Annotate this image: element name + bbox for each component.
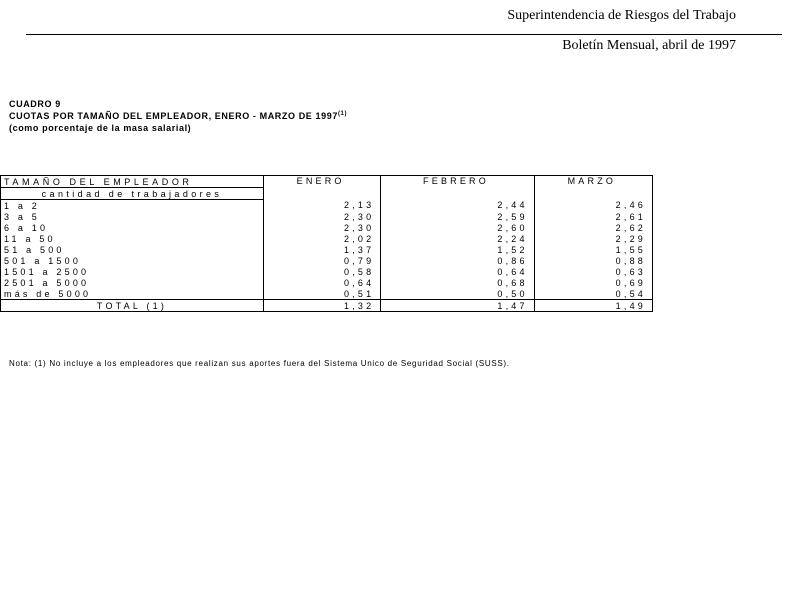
row-january: 1,32 (264, 300, 381, 312)
footnote: Nota: (1) No incluye a los empleadores que realizan sus aportes fuera del Sistema Unico de Seguridad Social (SUSS). (9, 359, 510, 368)
row-march: 2,61 (534, 211, 652, 222)
row-size: 1 a 2 (1, 200, 264, 212)
row-size: 1501 a 2500 (1, 266, 264, 277)
table-row (1, 222, 653, 233)
row-size: 11 a 50 (1, 233, 264, 244)
caption-number: CUADRO 9 (9, 99, 61, 109)
row-january: 1,37 (264, 244, 381, 255)
row-march: 0,69 (534, 277, 652, 288)
row-february: 2,59 (381, 211, 534, 222)
caption-title-footnote-mark: (1) (337, 111, 348, 117)
row-size: más de 5000 (1, 288, 264, 300)
row-size: 6 a 10 (1, 222, 264, 233)
caption-title (9, 110, 347, 122)
row-january: 2,30 (264, 222, 381, 233)
table-row (1, 244, 653, 255)
caption-subtitle: (como porcentaje de la masa salarial) (9, 123, 192, 133)
row-size: 3 a 5 (1, 211, 264, 222)
header-january: ENERO (264, 176, 381, 200)
row-february: 0,64 (381, 266, 534, 277)
table-caption (9, 98, 347, 134)
caption-title-text: CUOTAS POR TAMAÑO DEL EMPLEADOR, ENERO - MARZO DE 1997 (9, 111, 338, 121)
table-total-row (1, 300, 653, 312)
row-march: 0,88 (534, 255, 652, 266)
table-row (1, 255, 653, 266)
row-february: 0,50 (381, 288, 534, 300)
row-february: 1,47 (381, 300, 534, 312)
row-march: 2,29 (534, 233, 652, 244)
header-org-title: Superintendencia de Riesgos del Trabajo (507, 8, 736, 23)
row-march: 1,49 (534, 300, 652, 312)
quotas-table (0, 175, 653, 312)
row-size: 51 a 500 (1, 244, 264, 255)
row-january: 0,58 (264, 266, 381, 277)
table-row (1, 277, 653, 288)
header-march: MARZO (534, 176, 652, 200)
row-february: 2,24 (381, 233, 534, 244)
row-february: 0,86 (381, 255, 534, 266)
table-row (1, 200, 653, 212)
row-january: 0,79 (264, 255, 381, 266)
row-february: 2,60 (381, 222, 534, 233)
table-row (1, 288, 653, 300)
row-size: 2501 a 5000 (1, 277, 264, 288)
header-size: TAMAÑO DEL EMPLEADOR (1, 176, 264, 188)
row-march: 1,55 (534, 244, 652, 255)
row-march: 2,46 (534, 200, 652, 212)
table-row (1, 211, 653, 222)
row-march: 0,63 (534, 266, 652, 277)
row-january: 0,64 (264, 277, 381, 288)
row-march: 0,54 (534, 288, 652, 300)
table-header-row (1, 176, 653, 188)
row-february: 1,52 (381, 244, 534, 255)
row-february: 0,68 (381, 277, 534, 288)
row-january: 0,51 (264, 288, 381, 300)
row-size: TOTAL (1) (1, 300, 264, 312)
row-january: 2,30 (264, 211, 381, 222)
row-february: 2,44 (381, 200, 534, 212)
row-size: 501 a 1500 (1, 255, 264, 266)
header-divider (26, 34, 782, 35)
row-january: 2,13 (264, 200, 381, 212)
row-january: 2,02 (264, 233, 381, 244)
table-row (1, 266, 653, 277)
header-bulletin-title: Boletín Mensual, abril de 1997 (562, 38, 736, 53)
header-size-subtitle: cantidad de trabajadores (1, 188, 264, 200)
header-february: FEBRERO (381, 176, 534, 200)
row-march: 2,62 (534, 222, 652, 233)
table-row (1, 233, 653, 244)
